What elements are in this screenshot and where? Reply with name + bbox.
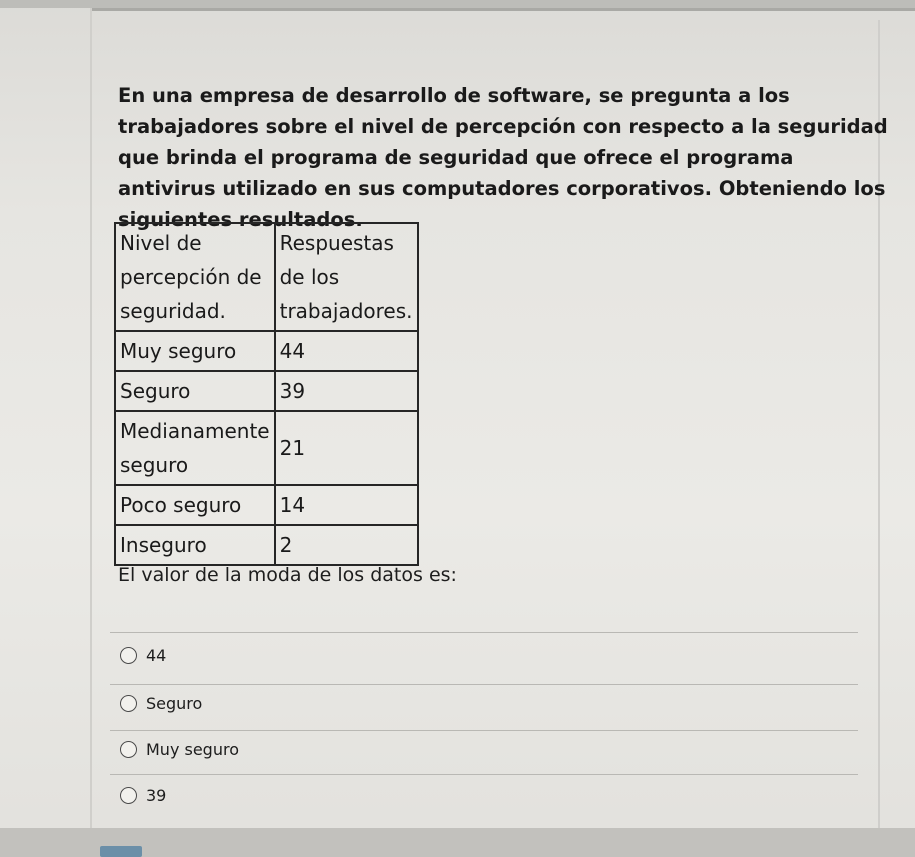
table-cell-count: 44	[275, 331, 418, 371]
answer-option-muy-seguro[interactable]	[120, 740, 239, 759]
question-text: En una empresa de desarrollo de software, se pregunta a los trabajadores sobre el nivel de percepción con respecto a la seguridad que brinda el programa de seguridad que ofrece el programa antivirus utilizado en sus computadores corporativos. Obteniendo los siguientes resultados.	[118, 84, 888, 231]
answer-option-seguro[interactable]	[120, 694, 202, 713]
option-divider	[110, 684, 858, 685]
option-label: Seguro	[146, 694, 203, 713]
taskbar-item	[100, 846, 142, 857]
table-row	[115, 411, 418, 485]
table-row	[115, 371, 418, 411]
table-row	[115, 525, 418, 565]
answer-option-44[interactable]	[120, 646, 166, 665]
option-divider	[110, 774, 858, 775]
table-row	[115, 485, 418, 525]
top-frame	[0, 0, 915, 8]
table-cell-count: 2	[275, 525, 418, 565]
left-border-line	[90, 8, 92, 828]
option-divider	[110, 632, 858, 633]
table-header: Nivel de percepción de seguridad.	[115, 223, 275, 331]
radio-button[interactable]	[120, 647, 137, 664]
option-label: 39	[146, 786, 167, 805]
radio-button[interactable]	[120, 695, 137, 712]
table-cell-level: Inseguro	[115, 525, 275, 565]
table-row	[115, 331, 418, 371]
table-cell-count: 39	[275, 371, 418, 411]
data-table	[114, 222, 419, 566]
answer-option-39[interactable]	[120, 786, 166, 805]
option-divider	[110, 730, 858, 731]
table-cell-level: Poco seguro	[115, 485, 275, 525]
table-cell-level: Seguro	[115, 371, 275, 411]
table-cell-count: 21	[275, 411, 418, 485]
table-cell-level: Muy seguro	[115, 331, 275, 371]
radio-button[interactable]	[120, 787, 137, 804]
table-header-row	[115, 223, 418, 331]
table-header: Respuestas de los trabajadores.	[275, 223, 418, 331]
table-cell-level: Medianamente seguro	[115, 411, 275, 485]
option-label: 44	[146, 646, 167, 665]
radio-button[interactable]	[120, 741, 137, 758]
table-cell-count: 14	[275, 485, 418, 525]
option-label: Muy seguro	[146, 740, 239, 759]
top-border-line	[90, 8, 915, 11]
question-prompt: El valor de la moda de los datos es:	[118, 564, 457, 586]
